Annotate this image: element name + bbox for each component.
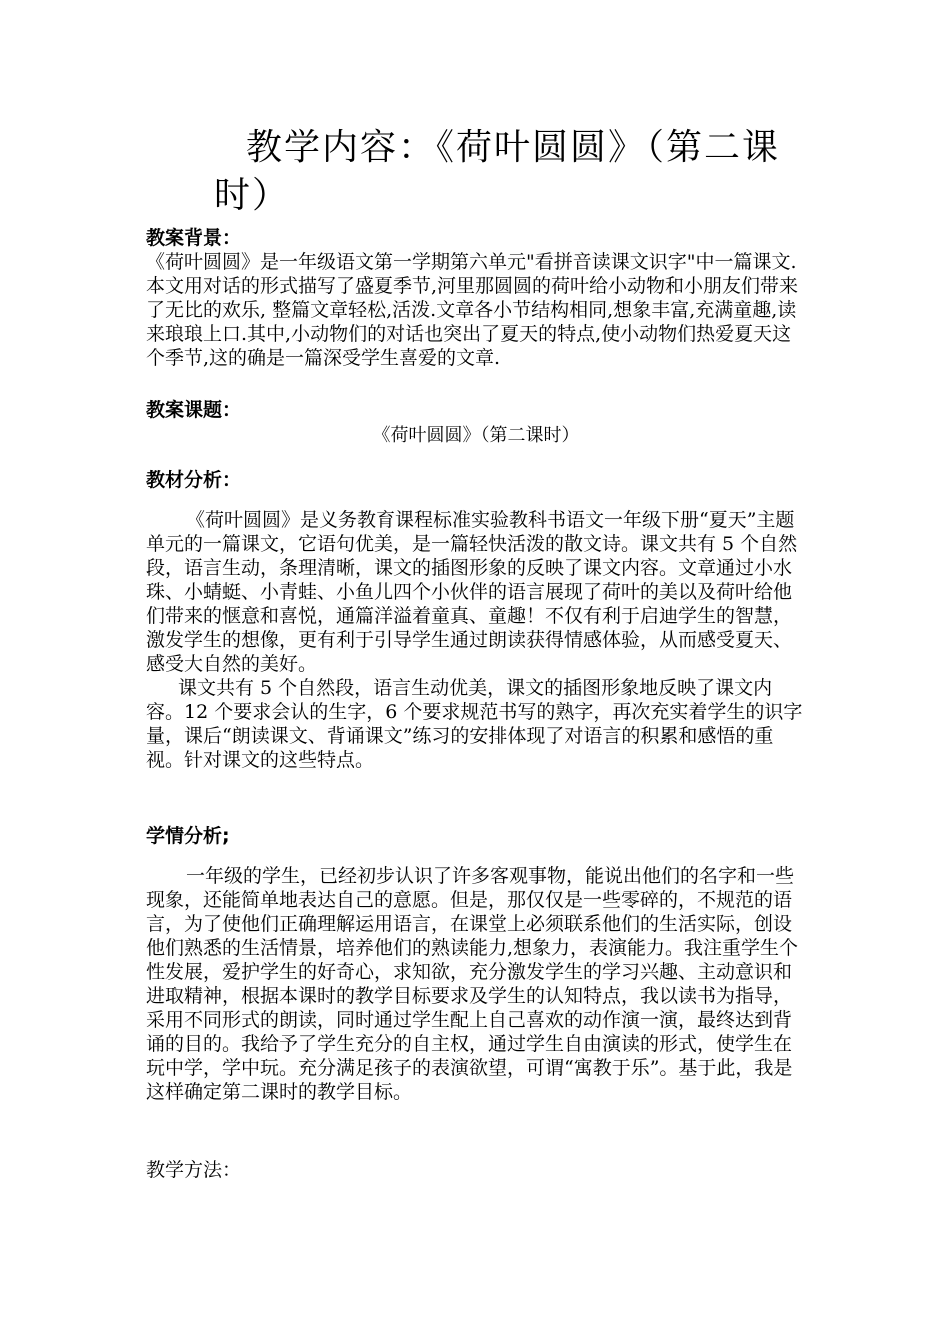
material-paragraph-1: 《荷叶圆圆》是义务教育课程标准实验教科书语文一年级下册“夏天”主题单元的一篇课文，它语句优美，是一篇轻快活泼的散文诗。课文共有 5 个自然段，语言生动，条理清晰，课文的插图形象的反映了课文内容。文章通过小水珠、小蜻蜓、小青蛙、小鱼儿四个小伙伴的语言展现了荷叶的美以及荷叶给他们带来的惬意和喜悦，通篇洋溢着童真、童趣！不仅有利于启迪学生的智慧，激发学生的想像，更有利于引导学生通过朗读获得情感体验，从而感受夏天、感受大自然的美好。 <box>146 509 798 675</box>
material-paragraph-2: 课文共有 5 个自然段，语言生动优美，课文的插图形象地反映了课文内容。12 个要求会认的生字，6 个要求规范书写的熟字，再次充实着学生的识字量，课后“朗读课文、背诵课文”练习的安排体现了对语言的积累和感悟的重视。针对课文的这些特点。 <box>146 677 803 771</box>
section-students <box>146 824 806 1104</box>
title-line-2: 时） <box>214 175 291 216</box>
title-line-1: 教学内容：《荷叶圆圆》（第二课 <box>246 127 781 168</box>
document-title <box>214 124 824 220</box>
students-text: 一年级的学生，已经初步认识了许多客观事物，能说出他们的名字和一些现象，还能简单地表达自己的意愿。但是，那仅仅是一些零碎的，不规范的语言，为了使他们正确理解运用语言，在课堂上必须联系他们的生活实际，创设他们熟悉的生活情景，培养他们的熟读能力,想象力，表演能力。我注重学生个性发展，爱护学生的好奇心，求知欲，充分激发学生的学习兴趣、主动意识和进取精神，根据本课时的教学目标要求及学生的认知特点，我以读书为指导，采用不同形式的朗读，同时通过学生配上自己喜欢的动作演一演，最终达到背诵的目的。我给予了学生充分的自主权，通过学生自由演读的形式，使学生在玩中学，学中玩。充分满足孩子的表演欲望，可谓“寓教于乐”。基于此，我是这样确定第二课时的教学目标。 <box>146 865 799 1103</box>
section-topic <box>146 398 806 448</box>
topic-text: 《荷叶圆圆》（第二课时） <box>372 425 580 446</box>
section-material <box>146 468 806 772</box>
section-background <box>146 226 806 370</box>
topic-heading: 教案课题： <box>146 399 242 421</box>
material-heading: 教材分析： <box>146 469 242 491</box>
students-heading: 学情分析; <box>146 825 230 847</box>
background-text: 《荷叶圆圆》是一年级语文第一学期第六单元"看拼音读课文识字"中一篇课文.本文用对话的形式描写了盛夏季节,河里那圆圆的荷叶给小动物和小朋友们带来了无比的欢乐, 整篇文章轻松,活泼.文章各小节结构相同,想象丰富,充满童趣,读来琅琅上口.其中,小动物们的对话也突出了夏天的特点,使小动物们热爱夏天这个季节,这的确是一篇深受学生喜爱的文章. <box>146 251 799 369</box>
section-methods <box>146 1158 806 1182</box>
background-heading: 教案背景： <box>146 227 242 249</box>
methods-heading: 教学方法： <box>146 1159 242 1181</box>
